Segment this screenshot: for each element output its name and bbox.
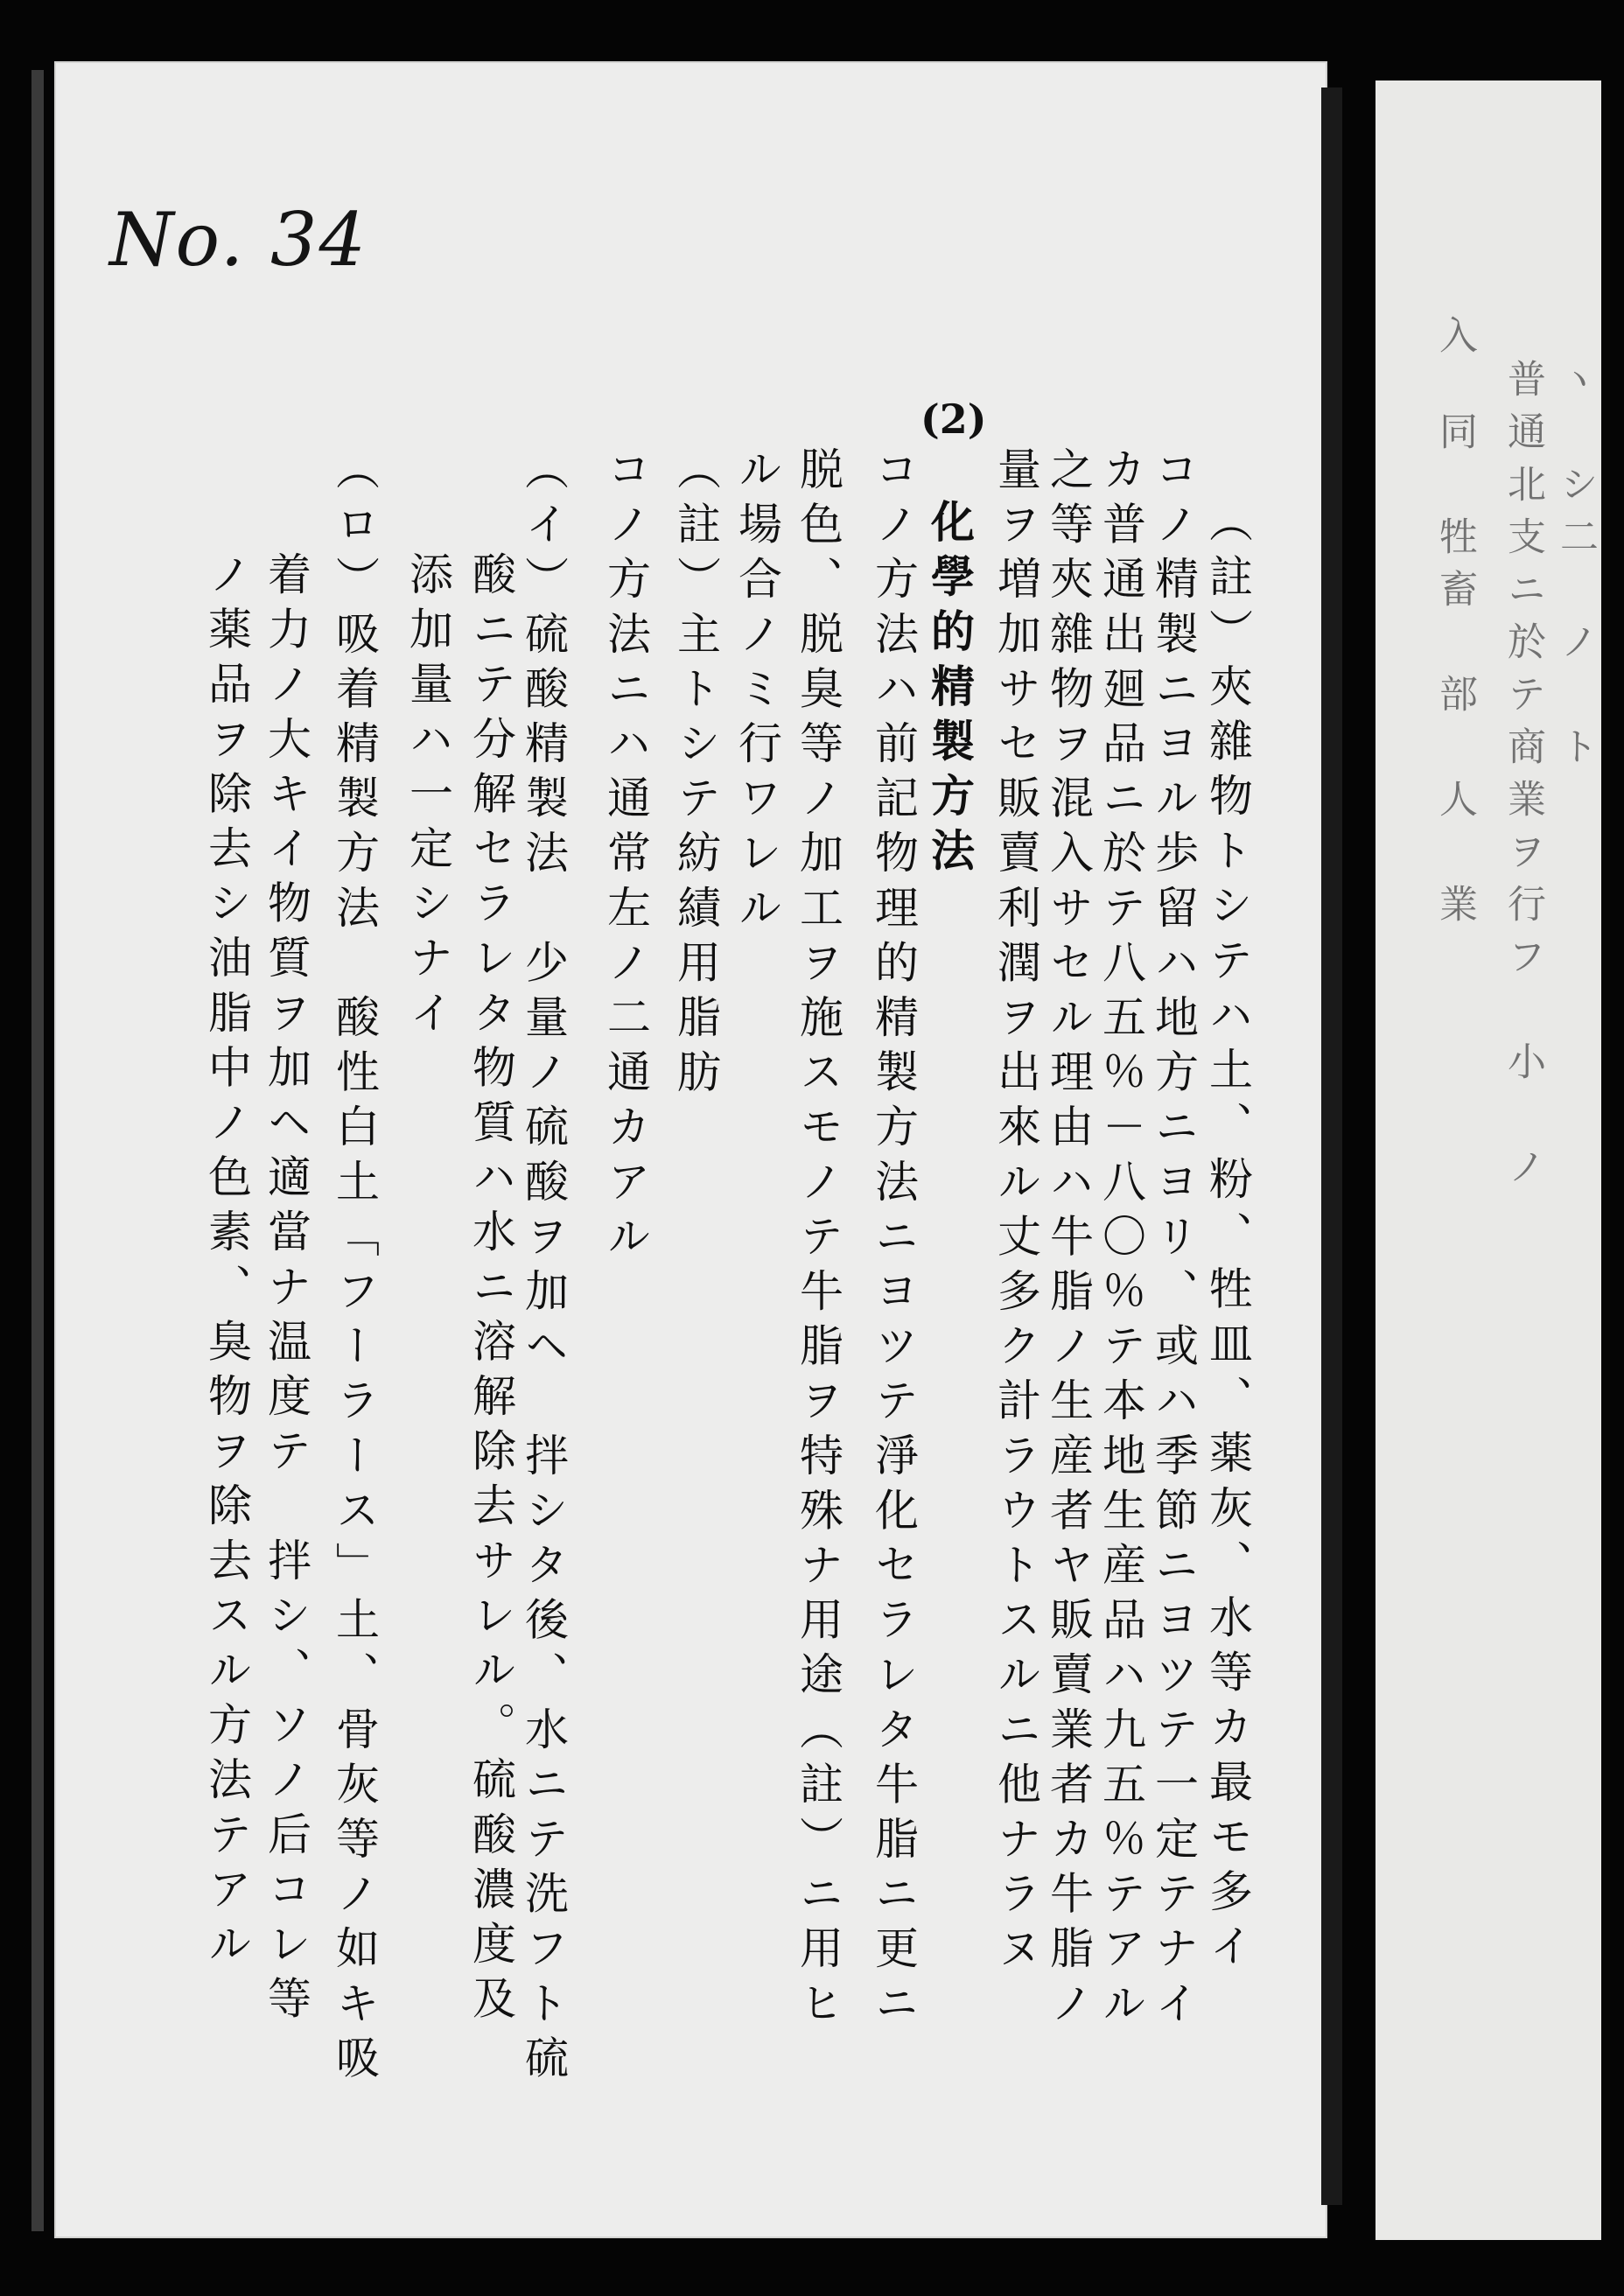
- text-column: ノ薬品ヲ除去シ油脂中ノ色素、臭物ヲ除去スル方法テアル: [201, 551, 252, 1976]
- section-heading: 化學的精製方法: [924, 499, 976, 883]
- section-number: (2): [920, 396, 987, 443]
- facing-page-text: 同 牲畜 部 人 業: [1432, 411, 1477, 936]
- text-column: 着力ノ大キイ物質ヲ加ヘ適當ナ温度テ 拌シ、ソノ后コレ等: [261, 551, 312, 2031]
- text-column: （ロ）吸着精製方法 酸性白土「フーラース」土、骨灰等ノ如キ吸: [329, 446, 380, 2090]
- facing-page-text: 普通北支ニ於テ商業ヲ行フ 小 ノ: [1501, 359, 1545, 1199]
- text-column: ル場合ノミ行ワレル: [732, 446, 782, 940]
- text-column: コノ方法ハ前記物理的精製方法ニヨツテ淨化セラレタ牛脂ニ更ニ: [868, 446, 919, 2035]
- text-column: （イ）硫酸精製法 少量ノ硫酸ヲ加ヘ 拌シタ後、水ニテ洗フト硫: [518, 446, 569, 2090]
- facing-page-text: ヽ シ二 ノ ト: [1553, 359, 1598, 779]
- page-number: No. 34: [109, 197, 368, 283]
- text-column: 酸ニテ分解セラレタ物質ハ水ニ溶解除去サレル。硫酸濃度及: [466, 551, 516, 2031]
- text-column: 量ヲ増加サセ販賣利潤ヲ出來ル丈多ク計ラウトスルニ他ナラヌ: [990, 446, 1041, 1980]
- text-column: 脱色、脱臭等ノ加工ヲ施スモノテ牛脂ヲ特殊ナ用途（註）ニ用ヒ: [793, 446, 844, 2035]
- text-column: コノ方法ニハ通常左ノ二通カアル: [600, 446, 651, 1268]
- text-column: （註）夾雜物トシテハ土、粉、牲皿、薬灰、水等カ最モ多イ: [1202, 499, 1253, 1978]
- text-column: カ普通出廻品ニ於テ八五％－八〇％テ本地生産品ハ九五％テアル: [1096, 446, 1146, 2035]
- page-gutter-shadow: [1321, 88, 1342, 2205]
- binding-edge: [32, 70, 44, 2231]
- text-column: コノ精製ニヨル歩留ハ地方ニヨリ、或ハ季節ニヨツテ一定テナイ: [1148, 446, 1199, 2035]
- facing-page-text: 入: [1432, 315, 1477, 368]
- text-column: 添加量ハ一定シナイ: [402, 551, 453, 1045]
- text-column: 之等夾雜物ヲ混入サセル理由ハ牛脂ノ生産者ヤ販賣業者カ牛脂ノ: [1043, 446, 1094, 2035]
- note-column: （註）主トシテ紡績用脂肪: [670, 446, 721, 1104]
